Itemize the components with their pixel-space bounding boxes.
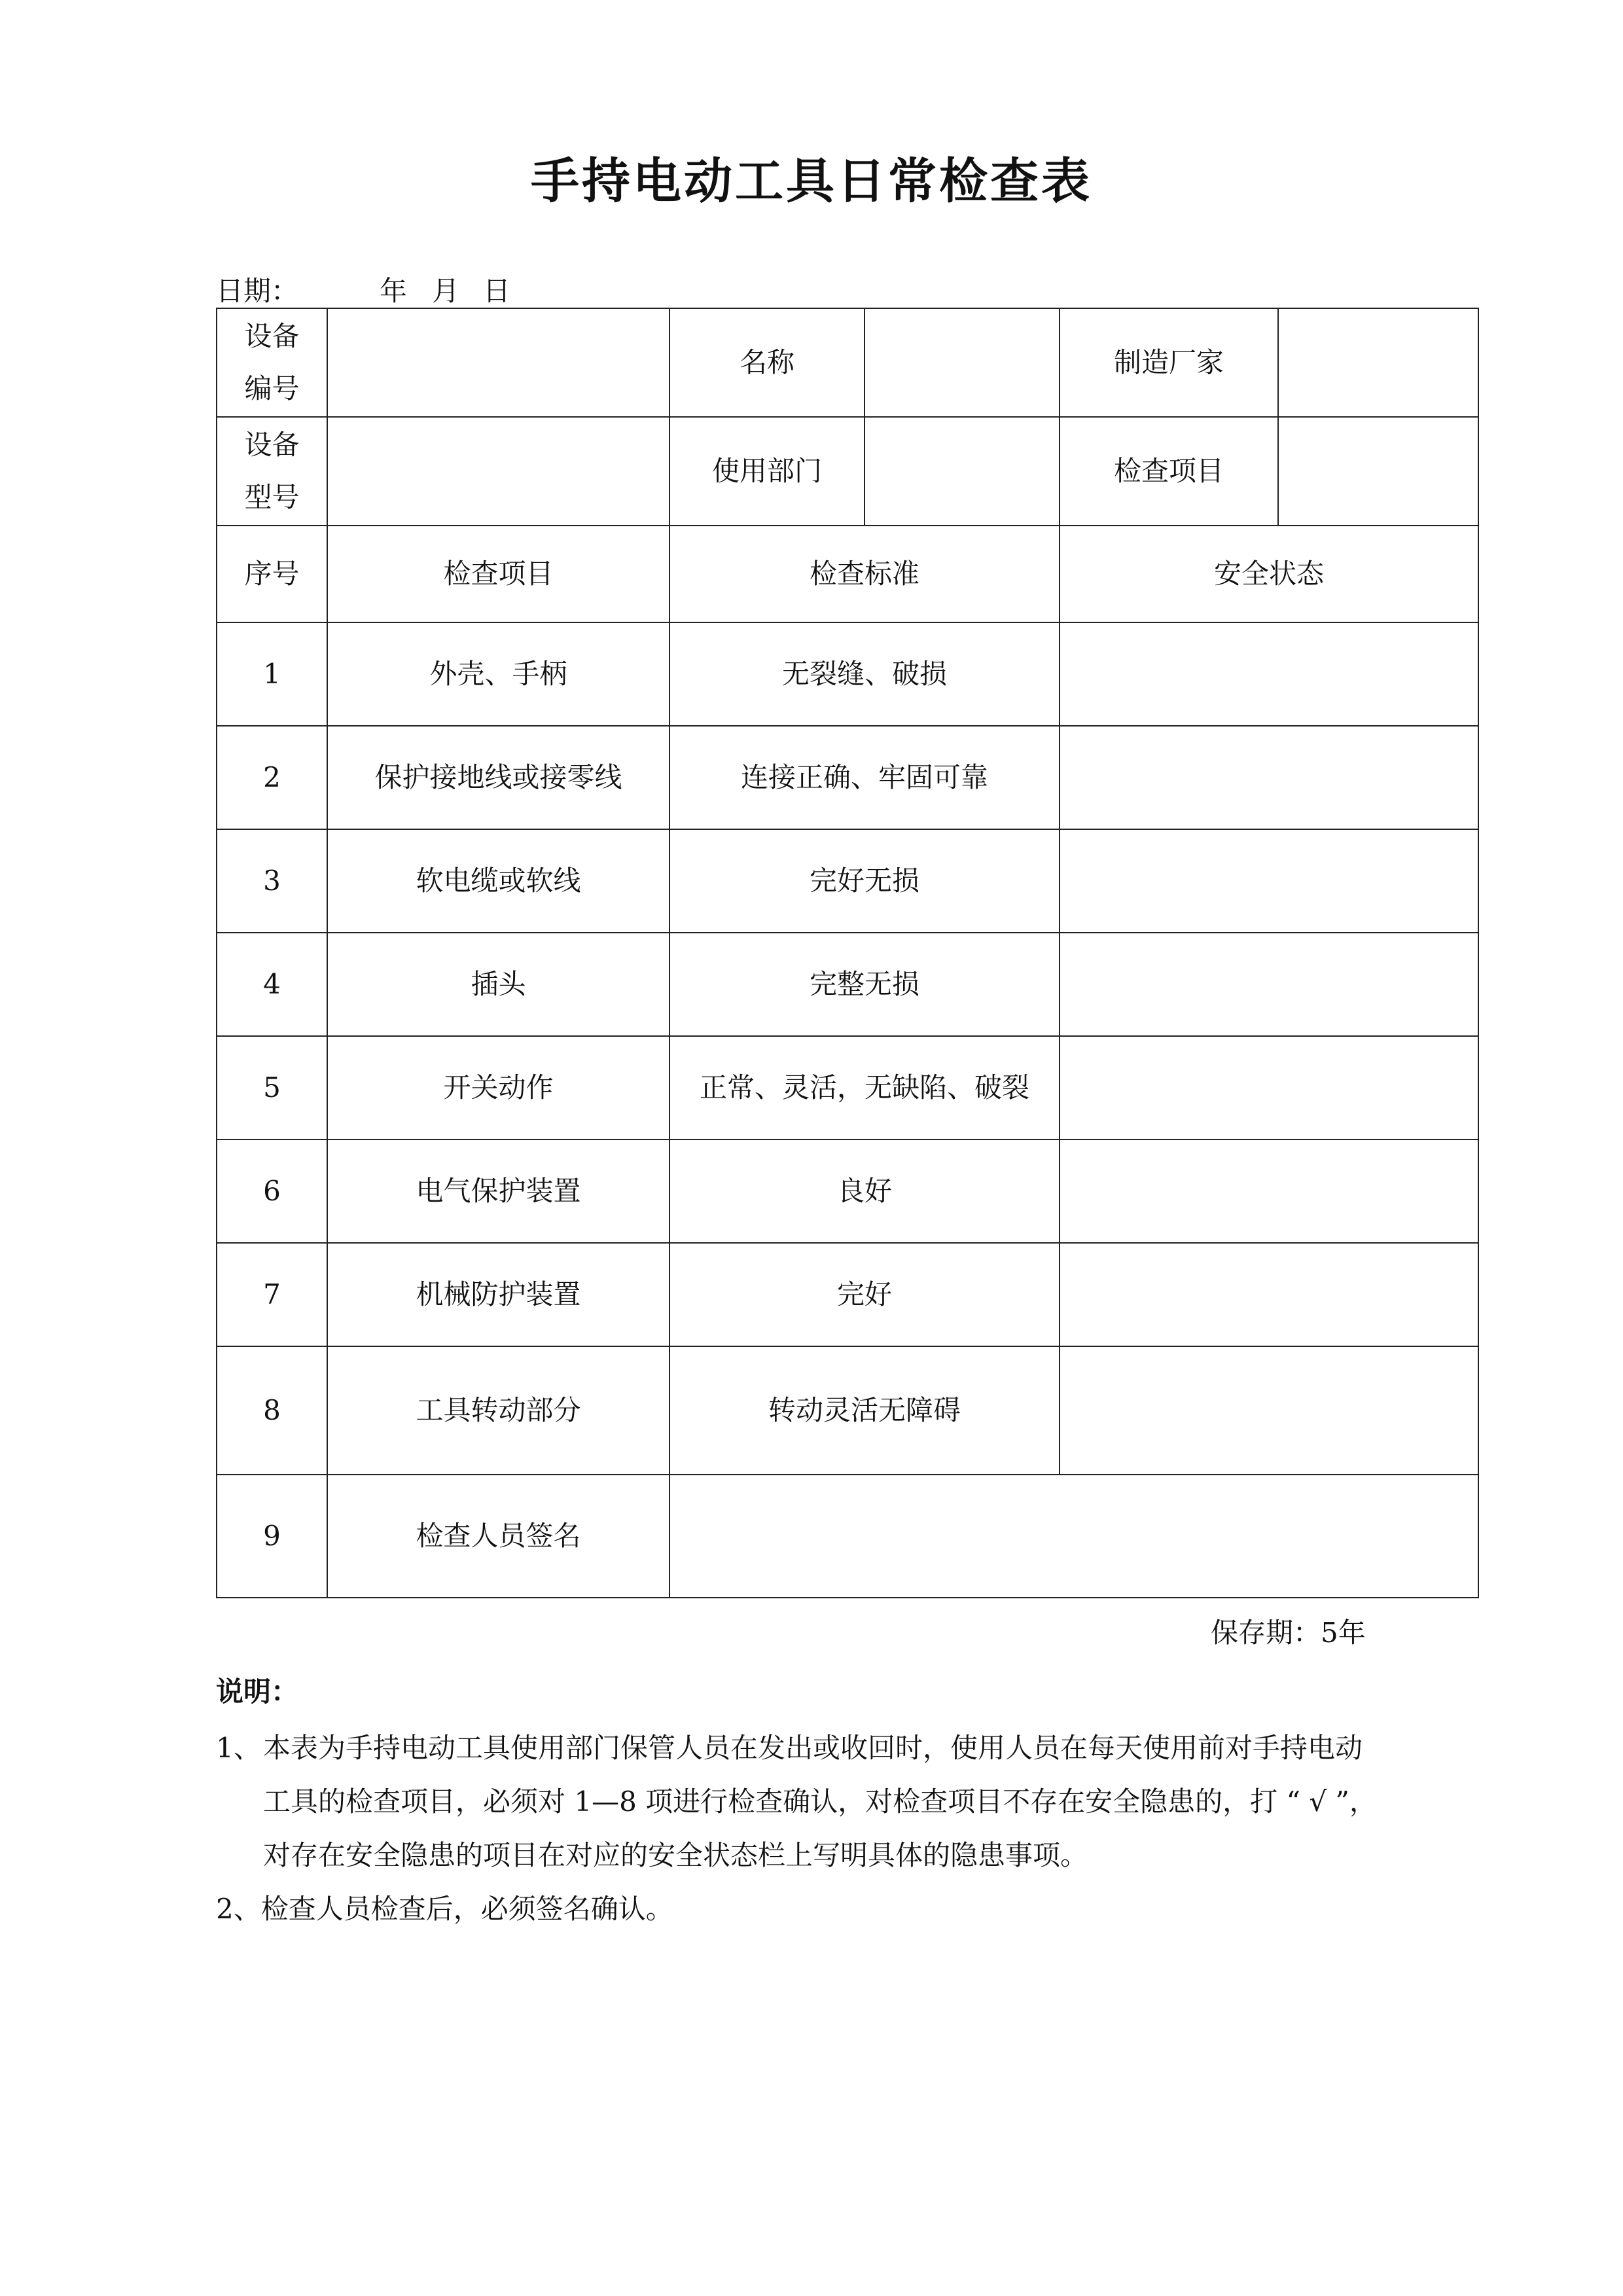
department-field[interactable] (865, 417, 1060, 526)
date-year-label: 年 (380, 275, 408, 307)
row-item: 插头 (327, 933, 669, 1036)
row-status-field[interactable] (1060, 1036, 1478, 1139)
header-status: 安全状态 (1060, 526, 1478, 622)
row-standard: 完整无损 (669, 933, 1060, 1036)
date-row (216, 270, 740, 306)
check-item-label: 检查项目 (1060, 417, 1278, 526)
row-standard: 良好 (669, 1139, 1060, 1243)
row-standard: 完好无损 (669, 829, 1060, 933)
row-status-field[interactable] (1060, 829, 1478, 933)
row-status-field[interactable] (1060, 1139, 1478, 1243)
name-label: 名称 (669, 308, 865, 417)
table-header-row (217, 526, 1478, 622)
department-label: 使用部门 (669, 417, 865, 526)
row-standard: 完好 (669, 1243, 1060, 1346)
row-item: 机械防护装置 (327, 1243, 669, 1346)
note-1-line-1: 本表为手持电动工具使用部门保管人员在发出或收回时，使用人员在每天使用前对手持电动 (263, 1732, 1363, 1764)
table-row (217, 829, 1478, 933)
signature-field[interactable] (669, 1475, 1478, 1598)
manufacturer-field[interactable] (1278, 308, 1478, 417)
row-seq: 2 (217, 726, 327, 829)
signature-row (217, 1475, 1478, 1598)
row-status-field[interactable] (1060, 1243, 1478, 1346)
row-seq: 5 (217, 1036, 327, 1139)
row-seq: 3 (217, 829, 327, 933)
header-item: 检查项目 (327, 526, 669, 622)
row-status-field[interactable] (1060, 726, 1478, 829)
header-standard: 检查标准 (669, 526, 1060, 622)
equipment-number-field[interactable] (327, 308, 669, 417)
table-row (217, 1139, 1478, 1243)
equipment-number-label: 设备 编号 (217, 308, 327, 417)
note-1-line-2: 工具的检查项目，必须对 1—8 项进行检查确认，对检查项目不存在安全隐患的，打 “ √ ”， (263, 1785, 1377, 1818)
row-seq: 4 (217, 933, 327, 1036)
equipment-model-field[interactable] (327, 417, 669, 526)
row-status-field[interactable] (1060, 933, 1478, 1036)
row-standard: 转动灵活无障碍 (669, 1346, 1060, 1475)
note-1-line-3: 对存在安全隐患的项目在对应的安全状态栏上写明具体的隐患事项。 (263, 1839, 1088, 1871)
table-row (217, 622, 1478, 726)
inspection-table (216, 308, 1479, 1598)
row-standard: 连接正确、牢固可靠 (669, 726, 1060, 829)
row-item: 电气保护装置 (327, 1139, 669, 1243)
header-seq: 序号 (217, 526, 327, 622)
date-day-label: 日 (483, 275, 511, 307)
retention-period: 保存期：5年 (1211, 1617, 1366, 1649)
row-standard: 正常、灵活，无缺陷、破裂 (669, 1036, 1060, 1139)
date-month-label: 月 (432, 275, 460, 307)
row-item: 保护接地线或接零线 (327, 726, 669, 829)
date-label: 日期： (216, 275, 299, 307)
page-title: 手持电动工具日常检查表 (531, 153, 1092, 209)
table-row (217, 1346, 1478, 1475)
note-1-number: 1、 (216, 1732, 261, 1764)
manufacturer-label: 制造厂家 (1060, 308, 1278, 417)
row-status-field[interactable] (1060, 622, 1478, 726)
table-row (217, 1036, 1478, 1139)
table-row (217, 933, 1478, 1036)
row-standard: 无裂缝、破损 (669, 622, 1060, 726)
row-item: 工具转动部分 (327, 1346, 669, 1475)
note-2: 2、检查人员检查后，必须签名确认。 (216, 1893, 673, 1925)
table-row (217, 1243, 1478, 1346)
equipment-info-row-1 (217, 308, 1478, 417)
notes-title: 说明： (216, 1676, 299, 1708)
check-item-field[interactable] (1278, 417, 1478, 526)
equipment-info-row-2 (217, 417, 1478, 526)
row-seq: 8 (217, 1346, 327, 1475)
signature-label: 检查人员签名 (327, 1475, 669, 1598)
row-item: 外壳、手柄 (327, 622, 669, 726)
row-item: 开关动作 (327, 1036, 669, 1139)
row-seq: 1 (217, 622, 327, 726)
table-row (217, 726, 1478, 829)
row-item: 软电缆或软线 (327, 829, 669, 933)
row-seq: 7 (217, 1243, 327, 1346)
name-field[interactable] (865, 308, 1060, 417)
signature-seq: 9 (217, 1475, 327, 1598)
row-seq: 6 (217, 1139, 327, 1243)
equipment-model-label: 设备 型号 (217, 417, 327, 526)
row-status-field[interactable] (1060, 1346, 1478, 1475)
